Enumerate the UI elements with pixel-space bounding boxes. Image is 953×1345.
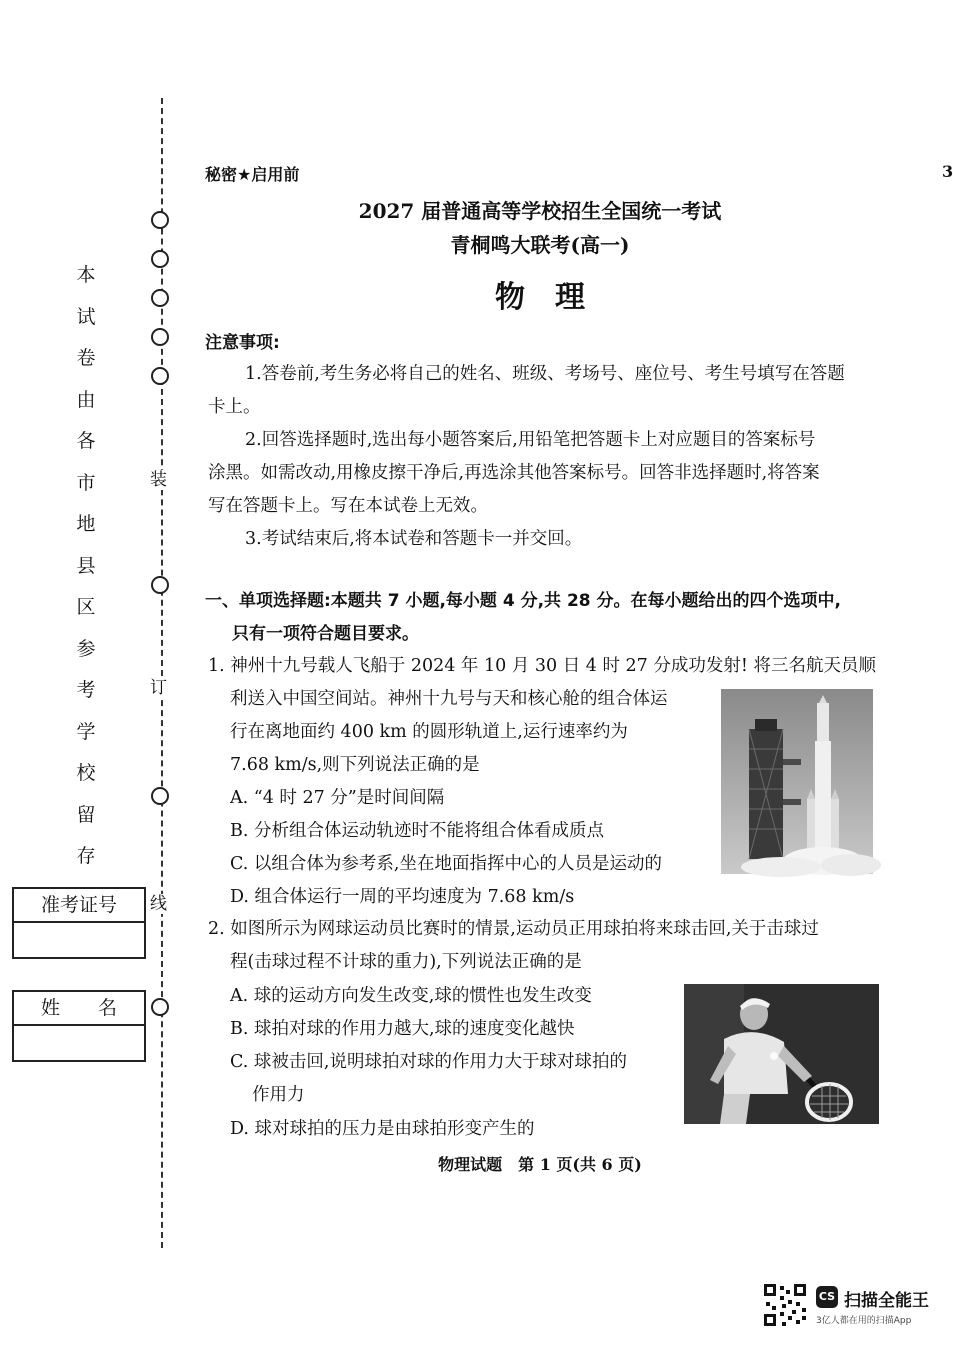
margin-char: 市 — [76, 471, 96, 494]
binding-hole-icon — [151, 576, 169, 594]
q1-option-c: C. 以组合体为参考系,坐在地面指挥中心的人员是运动的 — [230, 854, 662, 874]
q1-stem: 7.68 km/s,则下列说法正确的是 — [230, 755, 480, 775]
margin-char: 试 — [76, 305, 96, 328]
subject-title: 物 理 — [495, 280, 585, 315]
binding-hole-icon — [151, 787, 169, 805]
exam-subtitle: 青桐鸣大联考(高一) — [450, 233, 630, 257]
q1-option-b: B. 分析组合体运动轨迹时不能将组合体看成质点 — [230, 821, 604, 841]
notes-line: 3.考试结束后,将本试卷和答题卡一并交回。 — [245, 529, 583, 549]
qr-code-icon — [762, 1282, 808, 1328]
margin-char: 县 — [76, 554, 96, 577]
name-label: 姓 名 — [14, 992, 144, 1026]
notes-line: 2.回答选择题时,选出每小题答案后,用铅笔把答题卡上对应题目的答案标号 — [245, 430, 816, 450]
binding-hole-icon — [151, 998, 169, 1016]
confidential-mark: 秘密★启用前 — [205, 165, 300, 184]
margin-char: 各 — [76, 430, 96, 452]
page-footer: 物理试题 第 1 页(共 6 页) — [438, 1155, 642, 1174]
exam-id-blank — [14, 923, 144, 957]
margin-char: 本 — [76, 264, 96, 286]
margin-char: 卷 — [76, 347, 96, 369]
q2-option-c-cont: 作用力 — [252, 1085, 305, 1105]
tennis-player-photo — [684, 984, 879, 1124]
binding-word: 装 — [150, 470, 167, 490]
corner-mark: 3 — [942, 162, 953, 181]
q2-stem: 2. 如图所示为网球运动员比赛时的情景,运动员正用球拍将来球击回,关于击球过 — [208, 919, 819, 939]
margin-vertical-note — [72, 255, 100, 878]
margin-char: 区 — [76, 596, 96, 618]
notes-heading: 注意事项: — [205, 333, 280, 353]
q1-stem: 利送入中国空间站。神州十九号与天和核心舱的组合体运 — [230, 689, 668, 709]
margin-char: 由 — [76, 388, 96, 411]
binding-word: 订 — [150, 678, 167, 698]
exam-title: 2027 届普通高等学校招生全国统一考试 — [358, 199, 722, 223]
notes-line: 1.答卷前,考生务必将自己的姓名、班级、考场号、座位号、考生号填写在答题 — [245, 364, 845, 384]
scanner-tagline: 3亿人都在用的扫描App — [816, 1316, 912, 1326]
scanner-app-name: 扫描全能王 — [844, 1291, 929, 1311]
q2-option-d: D. 球对球拍的压力是由球拍形变产生的 — [230, 1119, 535, 1139]
binding-hole-icon — [151, 328, 169, 346]
q1-stem: 行在离地面约 400 km 的圆形轨道上,运行速率约为 — [230, 722, 628, 742]
section-heading-cont: 只有一项符合题目要求。 — [232, 624, 419, 644]
binding-word: 线 — [150, 894, 167, 914]
scanner-logo-icon: CS — [816, 1286, 838, 1308]
binding-hole-icon — [151, 250, 169, 268]
margin-char: 存 — [76, 845, 96, 867]
margin-char: 校 — [76, 762, 96, 784]
exam-id-box — [12, 887, 146, 959]
q2-stem: 程(击球过程不计球的重力),下列说法正确的是 — [230, 952, 582, 972]
exam-id-label: 准考证号 — [14, 889, 144, 923]
margin-char: 学 — [76, 720, 96, 743]
binding-hole-icon — [151, 289, 169, 307]
binding-hole-icon — [151, 367, 169, 385]
q1-option-a: A. “4 时 27 分”是时间间隔 — [230, 788, 445, 808]
q2-option-b: B. 球拍对球的作用力越大,球的速度变化越快 — [230, 1019, 575, 1039]
name-box — [12, 990, 146, 1062]
q2-option-c: C. 球被击回,说明球拍对球的作用力大于球对球拍的 — [230, 1052, 627, 1072]
rocket-launch-photo — [721, 689, 873, 874]
binding-hole-icon — [151, 211, 169, 229]
notes-line: 涂黑。如需改动,用橡皮擦干净后,再选涂其他答案标号。回答非选择题时,将答案 — [208, 463, 820, 483]
q1-stem: 1. 神州十九号载人飞船于 2024 年 10 月 30 日 4 时 27 分成功发射! 将三名航天员顺 — [208, 656, 876, 676]
margin-char: 地 — [76, 513, 96, 535]
margin-char: 参 — [76, 637, 96, 660]
notes-line: 卡上。 — [208, 397, 261, 417]
q1-option-d: D. 组合体运行一周的平均速度为 7.68 km/s — [230, 887, 575, 907]
binding-cut-line — [161, 98, 163, 1248]
name-blank — [14, 1026, 144, 1060]
margin-char: 考 — [76, 679, 96, 701]
margin-char: 留 — [76, 803, 96, 826]
q2-option-a: A. 球的运动方向发生改变,球的惯性也发生改变 — [230, 986, 592, 1006]
notes-line: 写在答题卡上。写在本试卷上无效。 — [208, 496, 488, 516]
section-heading: 一、单项选择题:本题共 7 小题,每小题 4 分,共 28 分。在每小题给出的四个选项中, — [205, 591, 841, 611]
